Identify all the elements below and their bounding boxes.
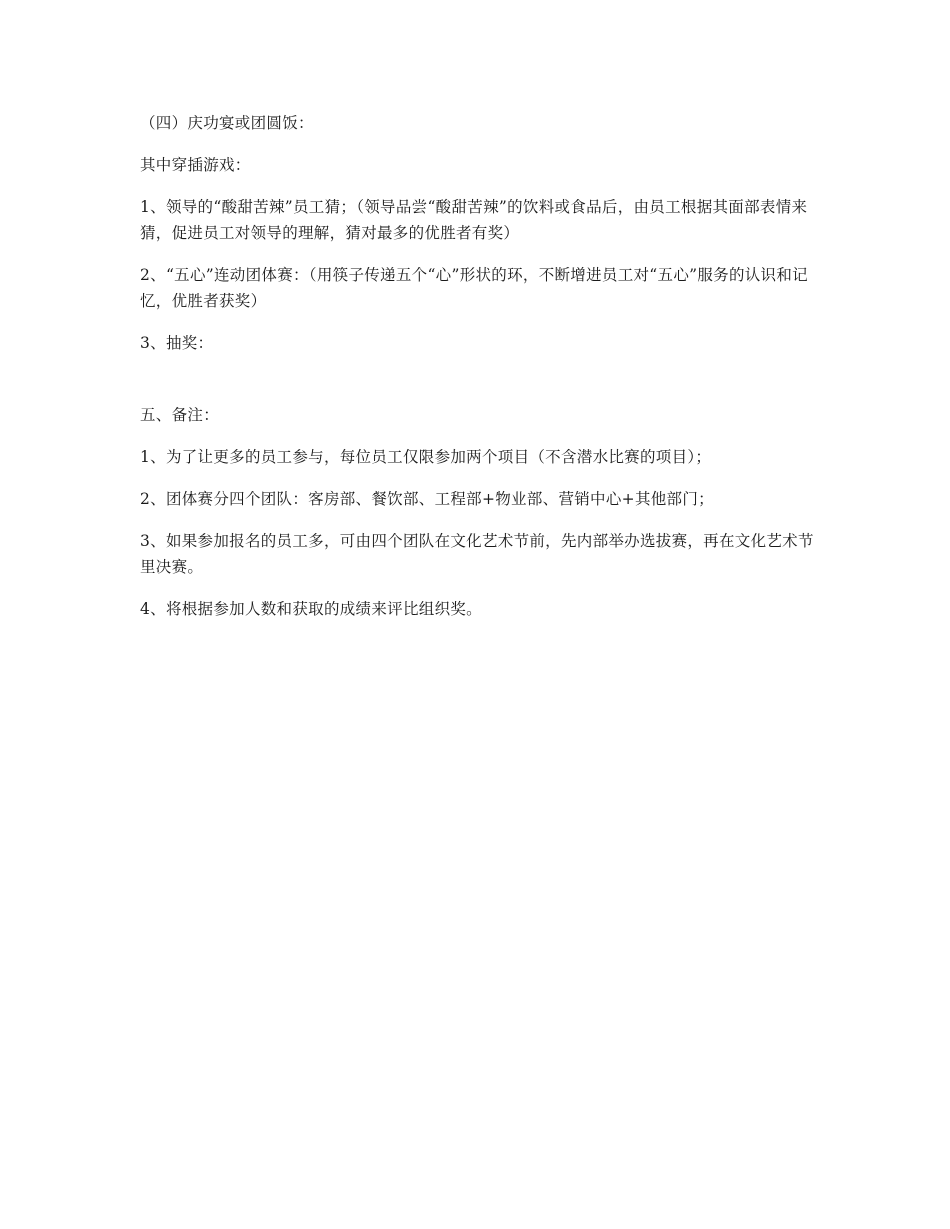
note-item-2: 2、团体赛分四个团队：客房部、餐饮部、工程部+物业部、营销中心+其他部门； <box>140 490 714 508</box>
section-5-heading: 五、备注： <box>140 406 220 424</box>
game-item-3: 3、抽奖： <box>140 334 214 352</box>
section-spacer <box>140 372 820 402</box>
note-item-4: 4、将根据参加人数和获取的成绩来评比组织奖。 <box>140 600 482 618</box>
game-item-2: 2、“五心”连动团体赛：（用筷子传递五个“心”形状的环，不断增进员工对“五心”服务的认识和记忆，优胜者获奖） <box>140 266 808 310</box>
game-item-1: 1、领导的“酸甜苦辣”员工猜；（领导品尝“酸甜苦辣”的饮料或食品后，由员工根据其面部表情来猜，促进员工对领导的理解，猜对最多的优胜者有奖） <box>140 198 808 242</box>
document-body <box>140 110 820 638</box>
note-item-1: 1、为了让更多的员工参与，每位员工仅限参加两个项目（不含潜水比赛的项目）； <box>140 448 712 466</box>
section-4-heading: （四）庆功宴或团圆饭： <box>140 114 314 132</box>
games-intro: 其中穿插游戏： <box>140 156 251 174</box>
note-item-3: 3、如果参加报名的员工多，可由四个团队在文化艺术节前，先内部举办选拔赛，再在文化艺术节里决赛。 <box>140 532 814 576</box>
